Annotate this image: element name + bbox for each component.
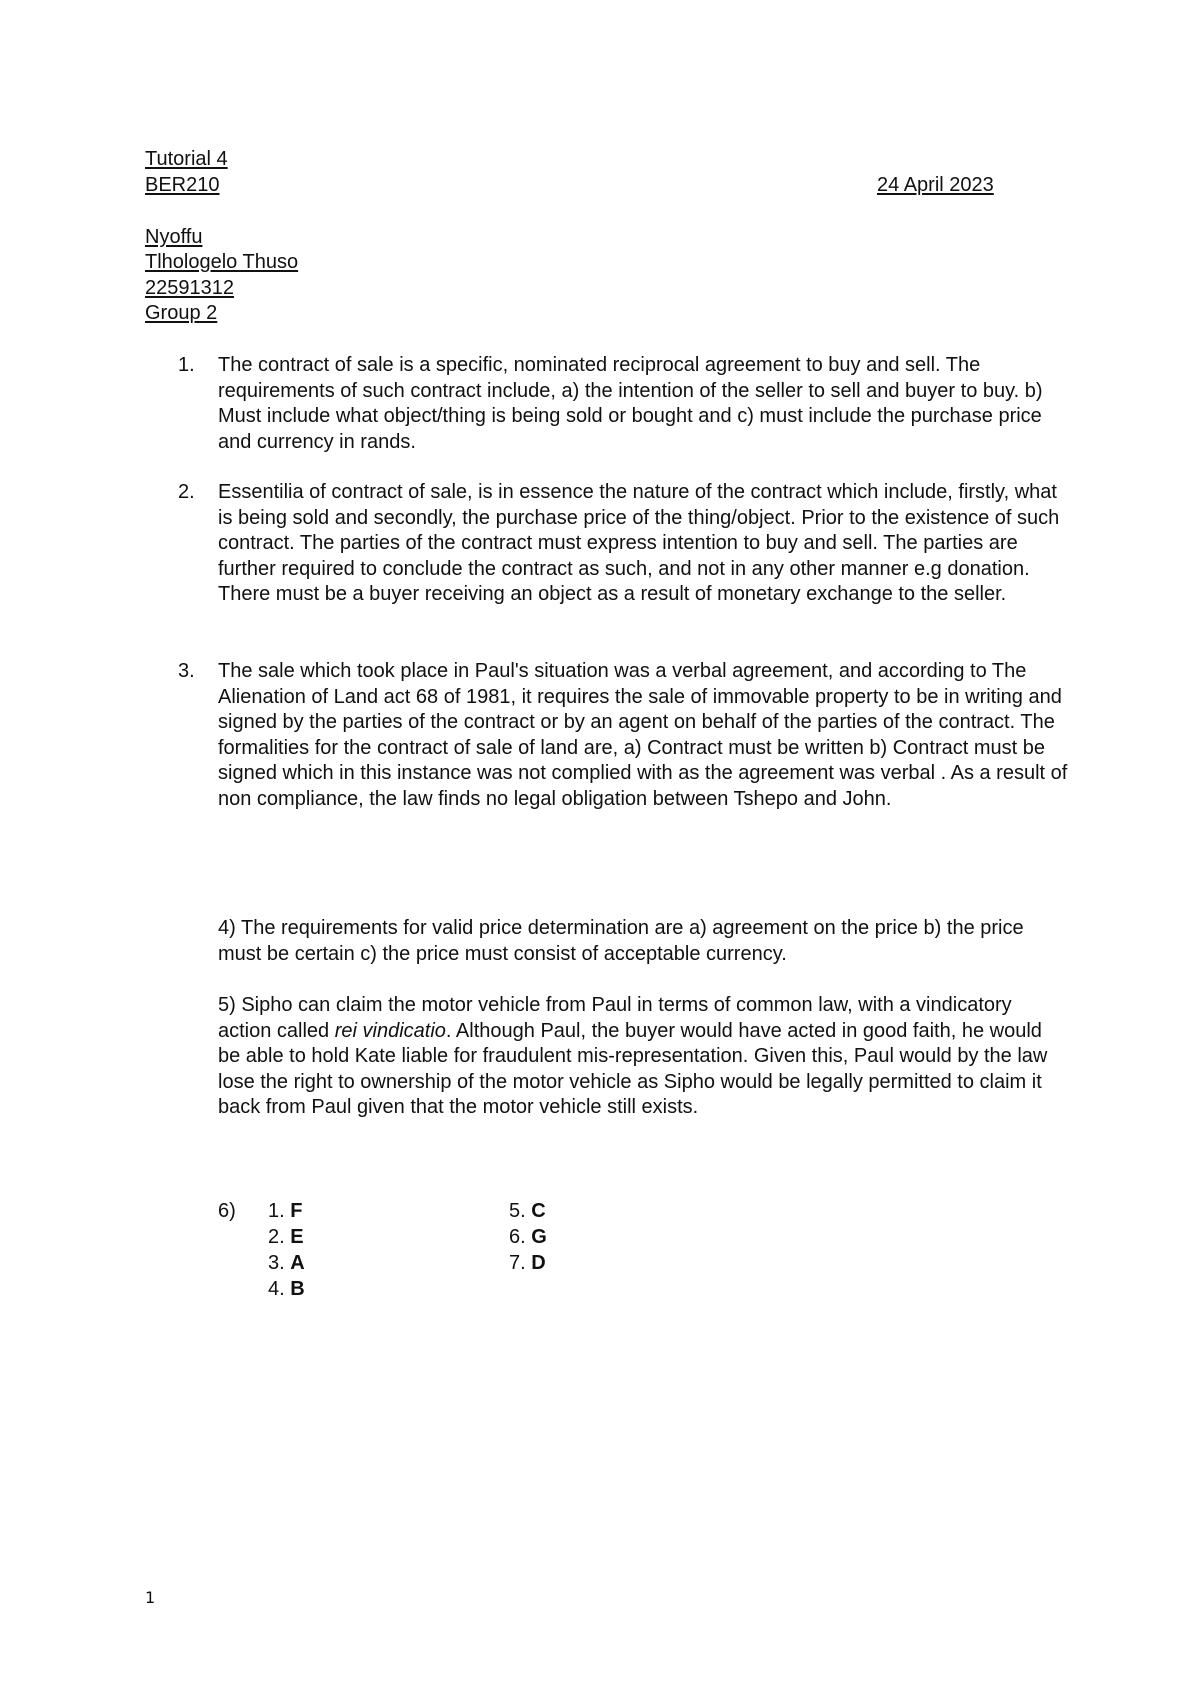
- student-surname: Nyoffu: [145, 226, 203, 248]
- answer-5: [218, 993, 1068, 1121]
- item-letter: G: [531, 1226, 547, 1248]
- item-letter: A: [290, 1252, 305, 1274]
- tutorial-title: Tutorial 4: [145, 148, 228, 170]
- item-number: 4.: [268, 1278, 285, 1300]
- answer-6-item-4: [268, 1277, 305, 1303]
- item-number: 1.: [268, 1200, 285, 1222]
- item-number: 7.: [509, 1252, 526, 1274]
- answer-5-text-end: . Although Paul, the buyer would have acted in good faith, he would be able to hold Kate liable for fraudulent mis-representation. Given this, Paul would by the law lose the right to ownership of the motor vehicle as Sipho would be legally permitted to claim it back from Paul given that the motor vehicle still exists.: [218, 1019, 1048, 1118]
- student-number: 22591312: [145, 277, 234, 299]
- item-number: 3.: [268, 1252, 285, 1274]
- answer-3-number: 3.: [178, 660, 195, 682]
- answer-1-number: 1.: [178, 354, 195, 376]
- answer-6-item-5: [509, 1199, 546, 1225]
- item-letter: E: [290, 1226, 304, 1248]
- course-code: BER210: [145, 174, 220, 196]
- answer-6-item-3: [268, 1251, 305, 1277]
- page-number: 1: [145, 1588, 156, 1607]
- item-number: 5.: [509, 1200, 526, 1222]
- answer-2-number: 2.: [178, 481, 195, 503]
- item-number: 6.: [509, 1226, 526, 1248]
- item-number: 2.: [268, 1226, 285, 1248]
- student-first-names: Tlhologelo Thuso: [145, 251, 299, 273]
- answer-6-item-1: [268, 1199, 302, 1225]
- answer-6-item-2: [268, 1225, 304, 1251]
- item-letter: D: [531, 1252, 546, 1274]
- item-letter: F: [290, 1200, 303, 1222]
- answer-5-italic-term: rei vindicatio: [334, 1019, 446, 1042]
- group-label: Group 2: [145, 302, 218, 324]
- answer-4-text: 4) The requirements for valid price determination are a) agreement on the price b) the price must be certain c) the price must consist of acceptable currency.: [218, 917, 1024, 965]
- submission-date: 24 April 2023: [877, 174, 994, 196]
- answer-3-text: The sale which took place in Paul's situation was a verbal agreement, and according to The Alienation of Land act 68 of 1981, it requires the sale of immovable property to be in writing and signed by the parties of the contract or by an agent on behalf of the parties of the contract. The formalities for the contract of sale of land are, a) Contract must be written b) Contract must be signed which in this instance was not complied with as the agreement was verbal . As a result of non compliance, the law finds no legal obligation between Tshepo and John.: [218, 660, 1068, 810]
- answer-1-text: The contract of sale is a specific, nominated reciprocal agreement to buy and sell. The requirements of such contract include, a) the intention of the seller to sell and buyer to buy. b) Must include what object/thing is being sold or bought and c) must include the purchase price and currency in rands.: [218, 354, 1043, 453]
- answer-6-item-7: [509, 1251, 546, 1277]
- item-letter: B: [290, 1278, 305, 1300]
- answer-2-text: Essentilia of contract of sale, is in essence the nature of the contract which include, firstly, what is being sold and secondly, the purchase price of the thing/object. Prior to the existence of such contract. The parties of the contract must express intention to buy and sell. The parties are further required to conclude the contract as such, and not in any other manner e.g donation. There must be a buyer receiving an object as a result of monetary exchange to the seller.: [218, 481, 1060, 605]
- answer-6-item-6: [509, 1225, 547, 1251]
- item-letter: C: [531, 1200, 546, 1222]
- answer-5-text-start: 5) Sipho can claim the motor vehicle from Paul in terms of common law, with a vindicatory action called: [218, 994, 1012, 1042]
- answer-6-label: 6): [218, 1200, 236, 1222]
